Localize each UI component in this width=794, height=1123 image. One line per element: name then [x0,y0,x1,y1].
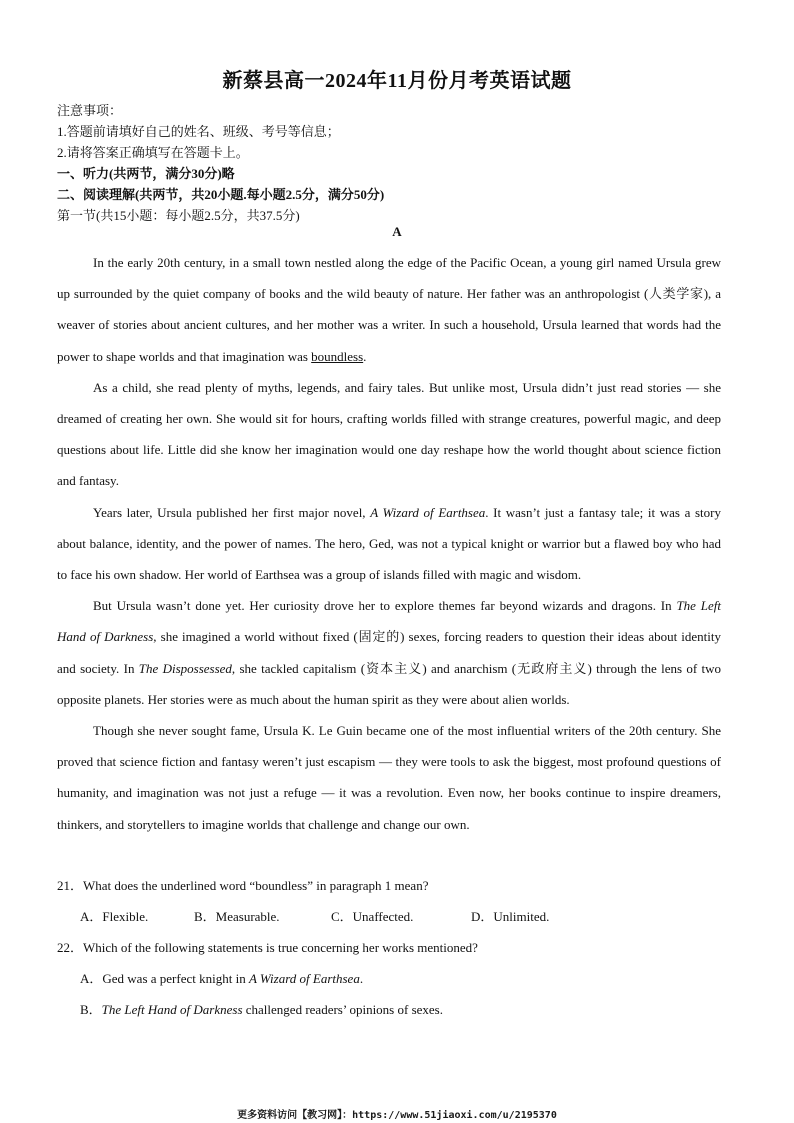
option-d: D．Unlimited. [471,909,550,924]
paragraph-3-text: Years later, Ursula published her first major novel, [93,504,371,520]
paragraph-2: As a child, she read plenty of myths, legends, and fairy tales. But unlike most, Ursula didn’t just read stories — she dreamed of creating her own. She would sit for hours, crafting worlds filled with strange creatures, powerful magic, and deep questions about life. Little did she know her imagination would one day reshape how the world thought about science fiction and fantasy. [57,379,721,489]
paragraph-1 [57,247,721,372]
instructions [57,100,737,226]
section-1-heading: 第一节(共15小题：每小题2.5分，共37.5分) [57,208,300,223]
paragraph-4-rest: , she tackled capitalism (资本主义) and anarchism (无政府主义) through the lens of two opposite planets. Her stories were as much about the human spirit as they were about alien worlds. [57,660,721,707]
passage-body [57,247,721,840]
option-a-title: A Wizard of Earthsea [248,971,360,986]
option-a: A．Flexible. [80,909,149,924]
notes-item-1: 1.答题前请填好自己的姓名、班级、考号等信息； [57,124,340,139]
paragraph-1-end: . [363,348,367,364]
page-title: 新蔡县高一2024年11月份月考英语试题 [222,70,572,92]
option-c: C．Unaffected. [331,909,414,924]
question-22-option-a [80,969,363,989]
part-listening: 一、听力(共两节，满分30分)略 [57,166,235,181]
paragraph-3 [57,497,721,591]
option-b-title: The Left Hand of Darkness [101,1002,243,1017]
option-a-text: A．Ged was a perfect knight in [80,971,249,986]
paragraph-4-text: But Ursula wasn’t done yet. Her curiosity drove her to explore themes far beyond wizards and dragons. In [93,598,677,614]
paragraph-1-text: In the early 20th century, in a small town nestled along the edge of the Pacific Ocean, a young girl named Ursula grew up surrounded by the quiet company of books and the wild beauty of nature. Her father was an anthropologist (人类学家), a weaver of stories about ancient cultures, and her mother was a writer. In such a household, Ursula learned that words had the power to shape worlds and that imagination was [57,255,721,364]
passage-label: A [392,224,402,239]
notes-item-2: 2.请将答案正确填写在答题卡上。 [57,145,249,160]
paragraph-4 [57,590,721,715]
part-reading: 二、阅读理解(共两节，共20小题.每小题2.5分，满分50分) [57,187,385,202]
paragraph-5: Though she never sought fame, Ursula K. Le Guin became one of the most influential writers of the 20th century. She proved that science fiction and fantasy weren’t just escapism — they were tools to ask the biggest, most profound questions of humanity, and imagination was not just a refuge — it was a revolution. Even now, her books continue to inspire dreamers, thinkers, and storytellers to imagine worlds that challenge and change our own. [57,723,721,832]
footer-link[interactable]: 更多资料访问【教习网】：https://www.51jiaoxi.com/u/2195370 [237,1110,557,1121]
book-title-dispossessed: The Dispossessed [138,660,232,676]
paragraph-3-rest: . It wasn’t just a fantasy tale; it was a story about balance, identity, and the power of names. The hero, Ged, was not a typical knight or warrior but a flawed boy who had to face his own shadow. Her world of Earthsea was a group of islands filled with magic and wisdom. [57,504,722,583]
option-a-end: . [359,971,364,986]
question-22: 22．Which of the following statements is true concerning her works mentioned? [57,940,478,955]
question-21: 21．What does the underlined word “boundless” in paragraph 1 mean? [57,878,429,893]
option-b: B．Measurable. [194,909,280,924]
option-b-end: challenged readers’ opinions of sexes. [242,1002,443,1017]
underlined-word: boundless [311,348,364,364]
paragraph-4-mid: , she imagined a world without fixed (固定的) sexes, forcing readers to question their ideas about identity and society. In [57,629,722,676]
book-title-earthsea: A Wizard of Earthsea [370,504,486,520]
option-b-text: B． [80,1002,102,1017]
notes-heading: 注意事项： [57,103,123,118]
question-22-option-b [80,1000,443,1020]
book-title-left-hand: The Left Hand of Darkness [57,598,721,645]
